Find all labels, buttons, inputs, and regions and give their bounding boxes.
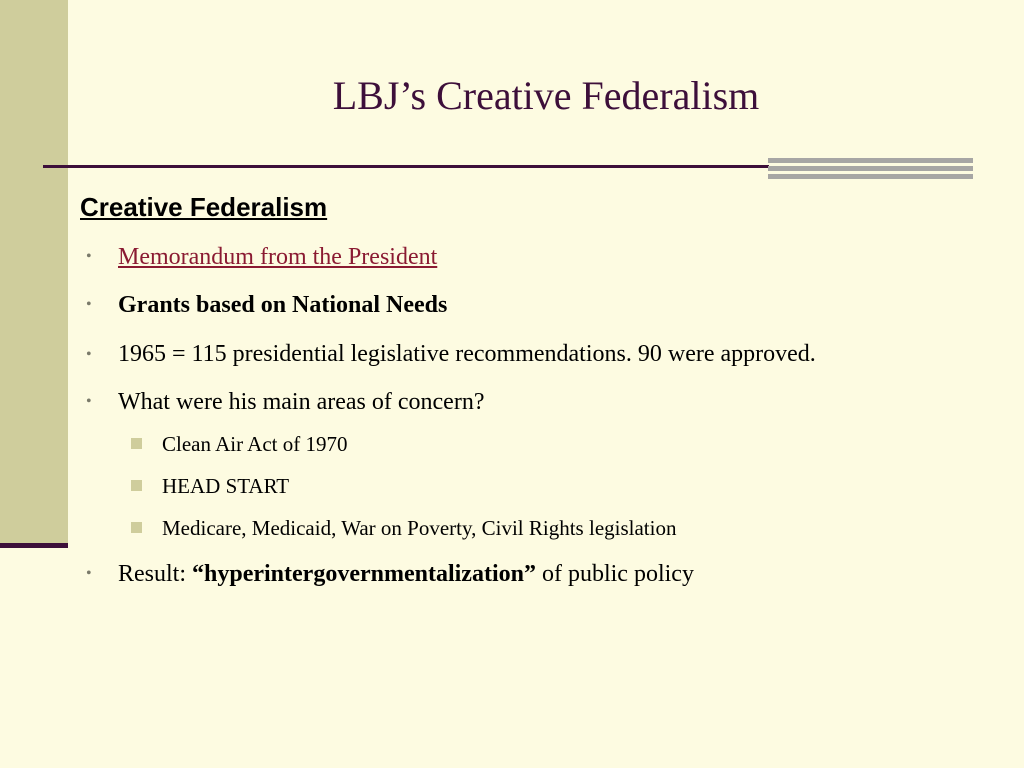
bullet-marker: • [86,248,92,265]
square-bullet-icon [131,438,142,449]
result-suffix: of public policy [535,561,694,587]
left-accent-band [0,0,68,547]
bullet-text: What were his main areas of concern? [118,389,485,415]
gray-bar [768,158,973,163]
square-bullet-icon [131,480,142,491]
memorandum-link[interactable]: Memorandum from the President [118,244,438,270]
square-bullet-icon [131,522,142,533]
sub-bullet-clean-air [86,423,926,465]
bullet-marker: • [86,565,92,582]
gray-bar [768,174,973,179]
sub-bullet-medicare [86,507,926,549]
bullet-marker: • [86,296,92,313]
bullet-text: Grants based on National Needs [118,292,448,318]
title-divider [43,165,769,168]
section-heading: Creative Federalism [80,192,328,222]
bullet-marker: • [86,346,92,363]
sub-bullet-head-start [86,465,926,507]
slide-title: LBJ’s Creative Federalism [332,73,760,118]
left-accent-rule [0,543,68,548]
bullet-text: 1965 = 115 presidential legislative recommendations. 90 were approved. [118,341,816,367]
decorative-gray-bars [768,158,973,182]
result-emphasis: “hyperintergovernmentalization” [192,561,536,587]
gray-bar [768,166,973,171]
bullet-recommendations [86,334,926,375]
bullet-concern [86,381,926,423]
sub-bullet-text: Clean Air Act of 1970 [162,432,348,456]
sub-bullet-text: Medicare, Medicaid, War on Poverty, Civil Rights legislation [162,516,677,540]
sub-bullet-text: HEAD START [162,474,290,498]
bullet-marker: • [86,393,92,410]
bullet-grants [86,284,926,326]
bullet-result [86,553,926,595]
result-prefix: Result: [118,561,193,587]
bullet-memorandum [86,236,926,278]
bullet-list [86,236,926,595]
